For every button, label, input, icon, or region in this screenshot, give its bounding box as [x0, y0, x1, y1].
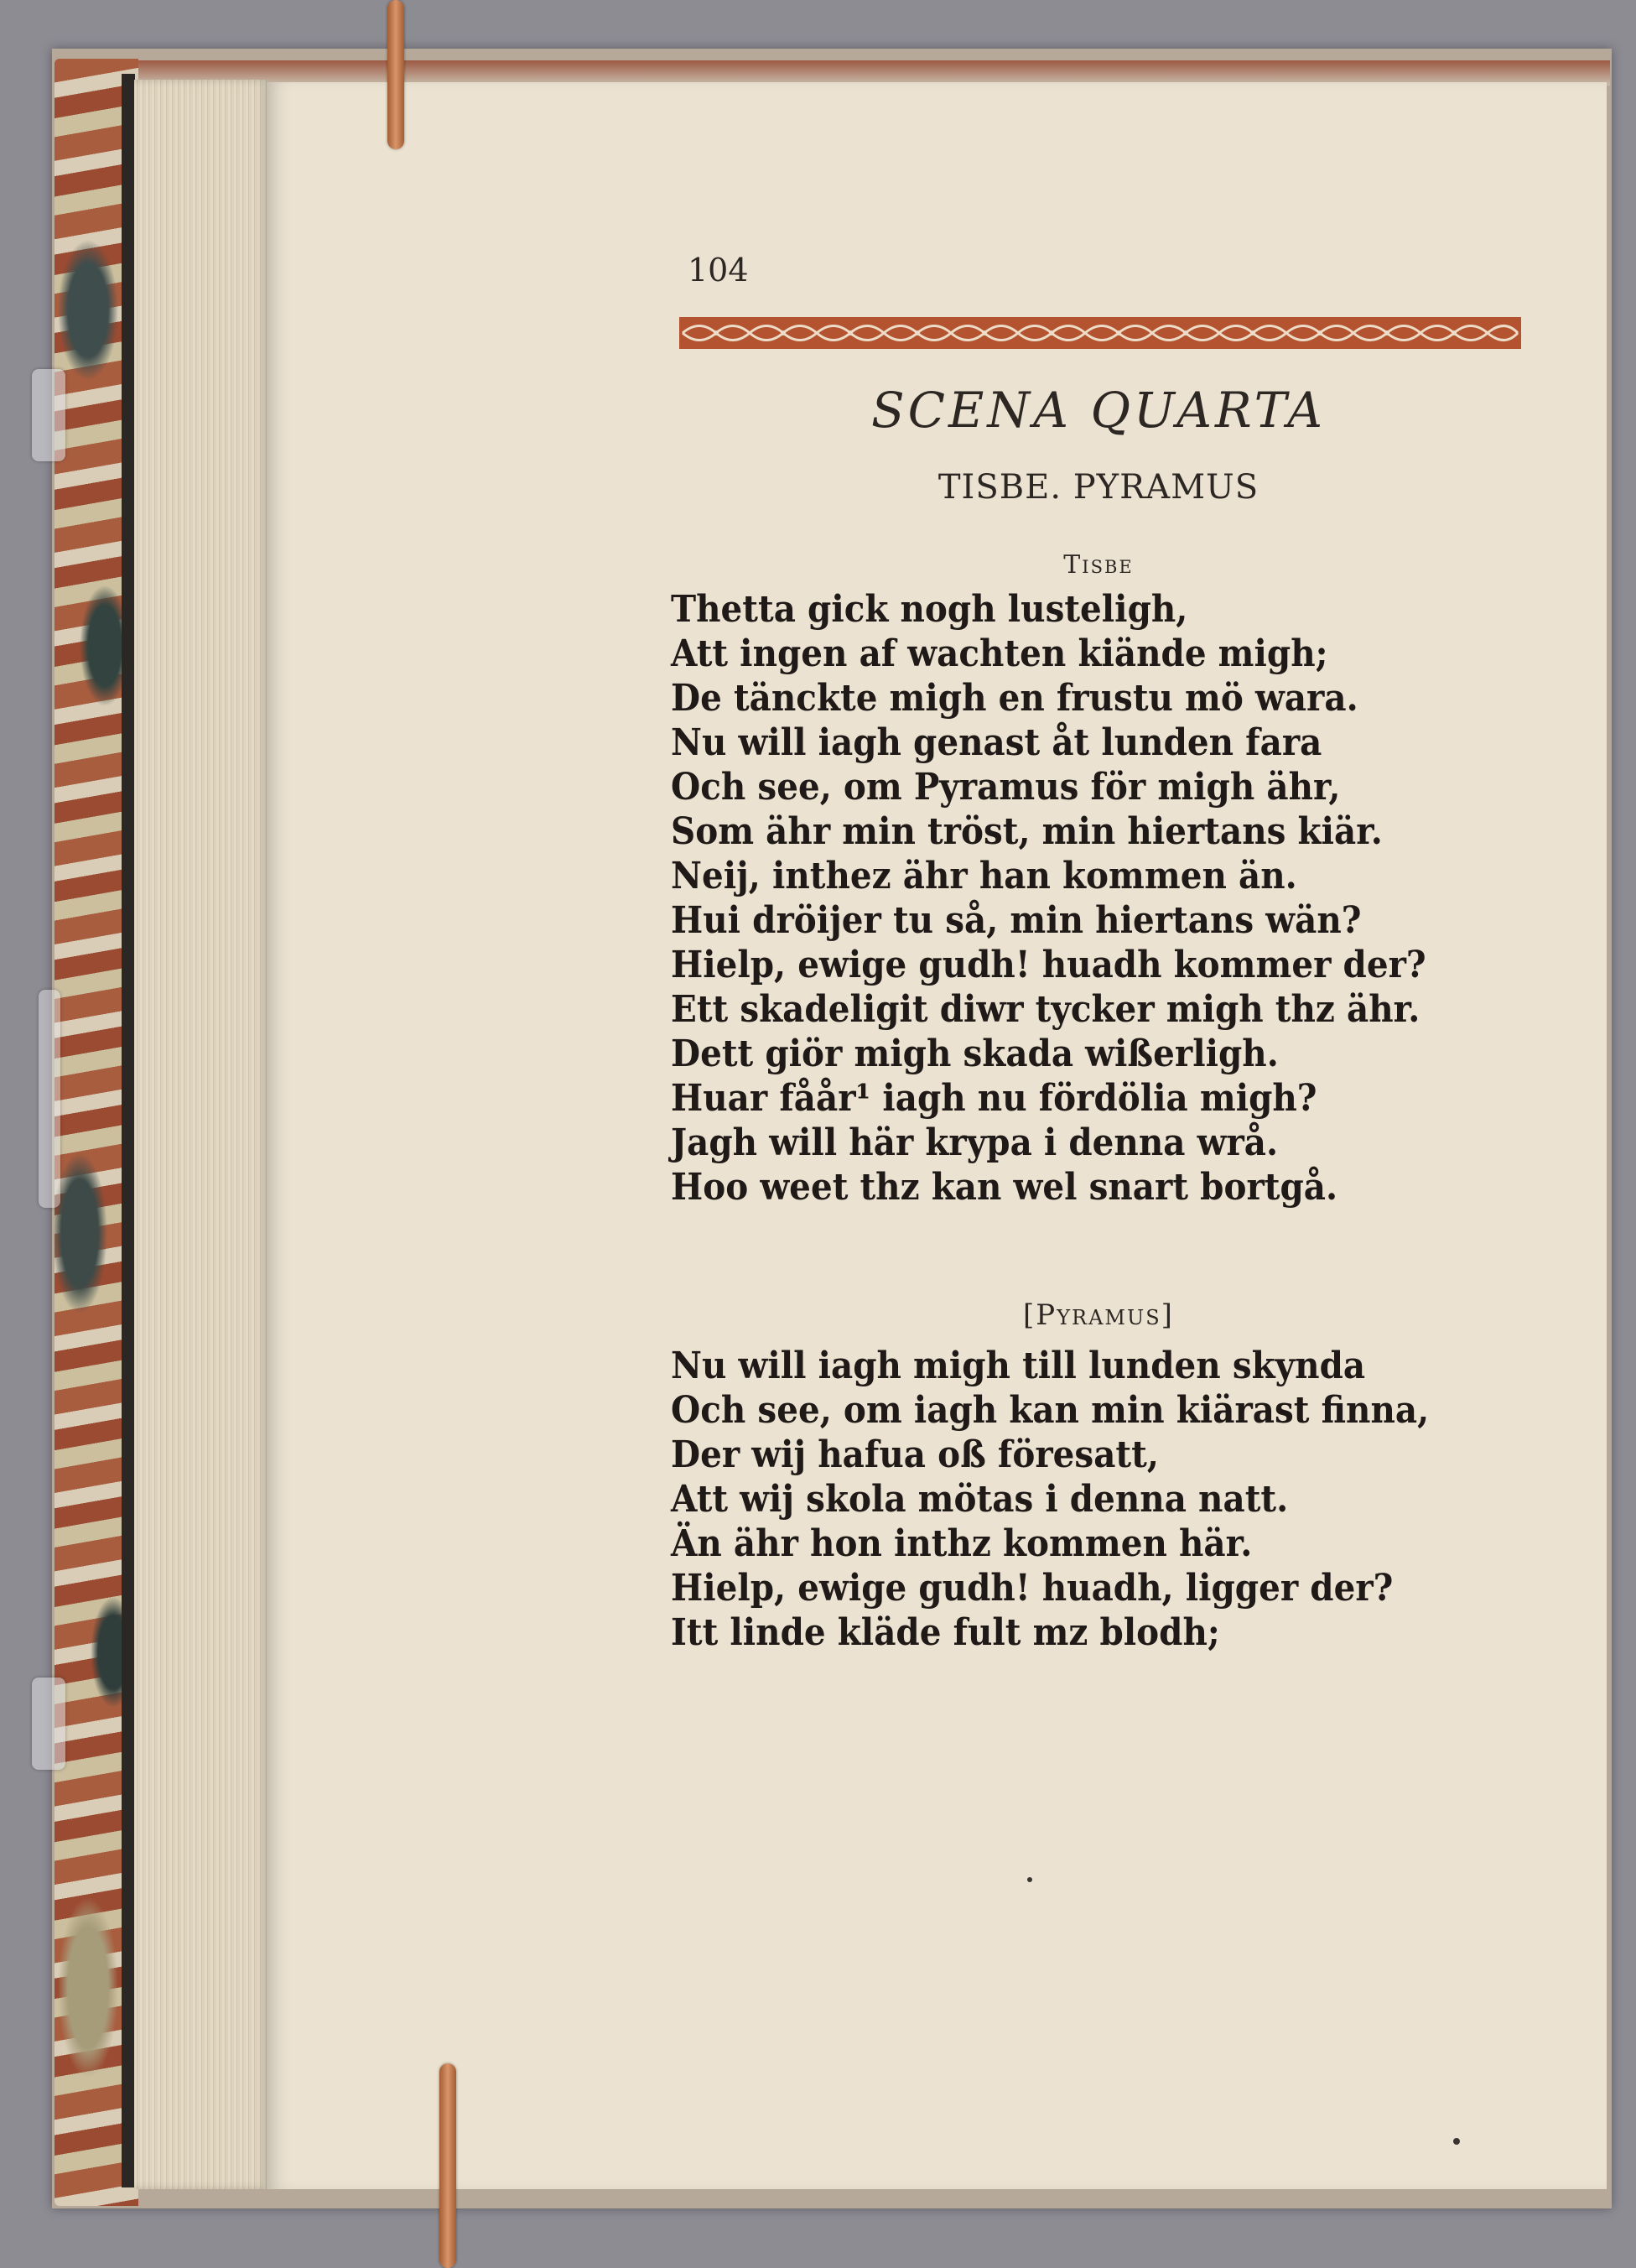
verse-line: Ett skadeligit diwr tycker migh thz ähr.	[671, 988, 1420, 1031]
verse-line: Som ähr min tröst, min hiertans kiär.	[671, 810, 1383, 853]
verse-line: Nu will iagh genast åt lunden fara	[671, 721, 1322, 764]
verse-line: Jagh will här krypa i denna wrå.	[671, 1121, 1279, 1164]
characters-line: TISBE. PYRAMUS	[937, 468, 1259, 507]
verse-line: Att ingen af wachten kiände migh;	[671, 632, 1328, 675]
book-clip	[439, 2063, 456, 2268]
verse-line: Än ähr hon inthz kommen här.	[671, 1522, 1253, 1565]
verse-line: De tänckte migh en frustu mö wara.	[671, 677, 1358, 720]
speaker-label: [Pyramus]	[1023, 1298, 1174, 1332]
paper-speck	[1453, 2138, 1460, 2145]
plastic-tab	[39, 990, 60, 1208]
plastic-tab	[32, 369, 65, 461]
verse-line: Dett giör migh skada wißerligh.	[671, 1033, 1279, 1075]
decorative-border-ornament	[679, 317, 1521, 349]
verse-line: Hoo weet thz kan wel snart bortgå.	[671, 1166, 1338, 1209]
verse-line: Hui dröijer tu så, min hiertans wän?	[671, 899, 1362, 942]
verse-line: Thetta gick nogh lusteligh,	[671, 588, 1188, 631]
verse-line: Nu will iagh migh till lunden skynda	[671, 1345, 1366, 1387]
ornament-icon	[679, 317, 1521, 349]
page-number: 104	[688, 252, 749, 289]
verse-block	[671, 587, 1560, 1209]
speaker-label: Tisbe	[1063, 550, 1134, 580]
verse-line: Huar fåår¹ iagh nu fördölia migh?	[671, 1077, 1317, 1120]
book-clip	[387, 0, 404, 149]
page-stack	[134, 80, 268, 2189]
verse-line: Att wij skola mötas i denna natt.	[671, 1478, 1289, 1521]
verse-line: Hielp, ewige gudh! huadh, ligger der?	[671, 1567, 1394, 1610]
verse-line: Der wij hafua oß föresatt,	[671, 1433, 1159, 1476]
verse-line: Neij, inthez ähr han kommen än.	[671, 855, 1297, 897]
verse-line: Och see, om iagh kan min kiärast finna,	[671, 1389, 1430, 1432]
verse-line: Hielp, ewige gudh! huadh kommer der?	[671, 944, 1426, 986]
spine-strip	[122, 74, 135, 2187]
verse-line: Itt linde kläde fult mz blodh;	[671, 1611, 1220, 1654]
verse-block	[671, 1344, 1560, 1655]
scene-title: SCENA QUARTA	[870, 382, 1327, 439]
paper-speck	[1027, 1877, 1032, 1882]
plastic-tab	[32, 1678, 65, 1770]
verse-line: Och see, om Pyramus för migh ähr,	[671, 766, 1341, 809]
